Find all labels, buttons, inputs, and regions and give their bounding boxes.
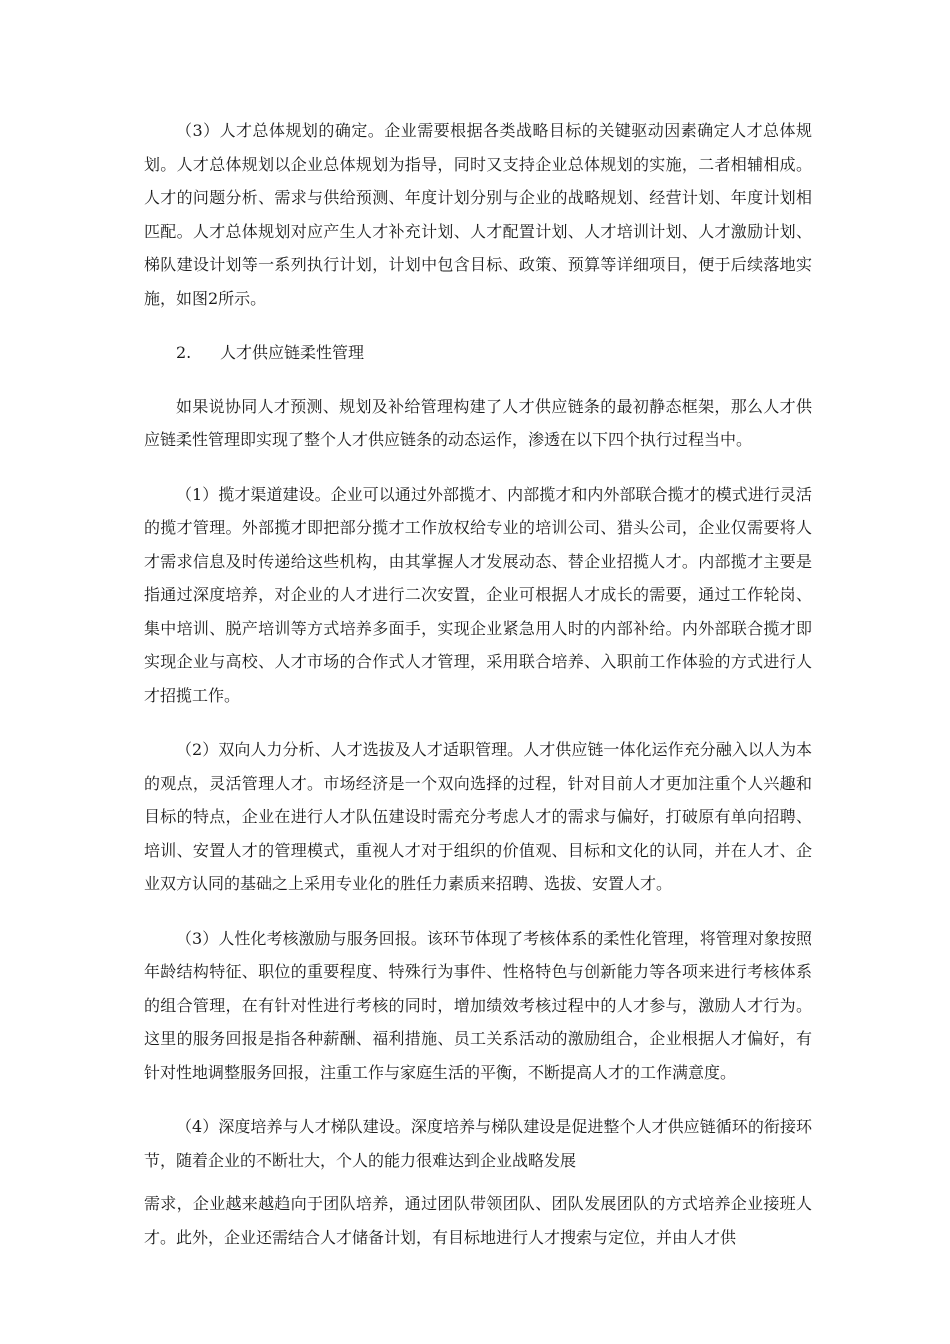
paragraph-recruiting-channels: （1）揽才渠道建设。企业可以通过外部揽才、内部揽才和内外部联合揽才的模式进行灵活的揽才管理。外部揽才即把部分揽才工作放权给专业的培训公司、猎头公司，企业仅需要将人才需求信息及时传递给这些机构，由其掌握人才发展动态、替企业招揽人才。内部揽才主要是指通过深度培养，对企业的人才进行二次安置，企业可根据人才成长的需要，通过工作轮岗、集中培训、脱产培训等方式培养多面手，实现企业紧急用人时的内部补给。内外部联合揽才即实现企业与高校、人才市场的合作式人才管理，采用联合培养、入职前工作体验的方式进行人才招揽工作。 xyxy=(144,484,812,705)
section-heading-title: 人才供应链柔性管理 xyxy=(220,343,365,362)
document-body xyxy=(144,114,812,1275)
paragraph-humanized-assessment: （3）人性化考核激励与服务回报。该环节体现了考核体系的柔性化管理，将管理对象按照年龄结构特征、职位的重要程度、特殊行为事件、性格特色与创新能力等各项来进行考核体系的组合管理，在有针对性进行考核的同时，增加绩效考核过程中的人才参与，激励人才行为。这里的服务回报是指各种薪酬、福利措施、员工关系活动的激励组合，企业根据人才偏好，有针对性地调整服务回报，注重工作与家庭生活的平衡，不断提高人才的工作满意度。 xyxy=(144,928,812,1082)
paragraph-two-way-analysis: （2）双向人力分析、人才选拔及人才适职管理。人才供应链一体化运作充分融入以人为本的观点，灵活管理人才。市场经济是一个双向选择的过程，针对目前人才更加注重个人兴趣和目标的特点，企业在进行人才队伍建设时需充分考虑人才的需求与偏好，打破原有单向招聘、培训、安置人才的管理模式，重视人才对于组织的价值观、目标和文化的认同，并在人才、企业双方认同的基础之上采用专业化的胜任力素质来招聘、选拔、安置人才。 xyxy=(144,740,812,893)
paragraph-deep-training: （4）深度培养与人才梯队建设。深度培养与梯队建设是促进整个人才供应链循环的衔接环节，随着企业的不断壮大，个人的能力很难达到企业战略发展 xyxy=(144,1117,812,1170)
paragraph-deep-training-continued: 需求，企业越来越趋向于团队培养，通过团队带领团队、团队发展团队的方式培养企业接班人才。此外，企业还需结合人才储备计划，有目标地进行人才搜索与定位，并由人才供 xyxy=(144,1194,812,1247)
paragraph-talent-overall-planning: （3）人才总体规划的确定。企业需要根据各类战略目标的关键驱动因素确定人才总体规划。人才总体规划以企业总体规划为指导，同时又支持企业总体规划的实施，二者相辅相成。人才的问题分析、需求与供给预测、年度计划分别与企业的战略规划、经营计划、年度计划相匹配。人才总体规划对应产生人才补充计划、人才配置计划、人才培训计划、人才激励计划、梯队建设计划等一系列执行计划，计划中包含目标、政策、预算等详细项目，便于后续落地实施，如图2所示。 xyxy=(144,121,812,308)
section-heading xyxy=(144,336,812,370)
section-heading-number: 2. xyxy=(176,343,192,362)
paragraph-flexible-management-intro: 如果说协同人才预测、规划及补给管理构建了人才供应链条的最初静态框架，那么人才供应链柔性管理即实现了整个人才供应链条的动态运作，渗透在以下四个执行过程当中。 xyxy=(144,396,812,449)
